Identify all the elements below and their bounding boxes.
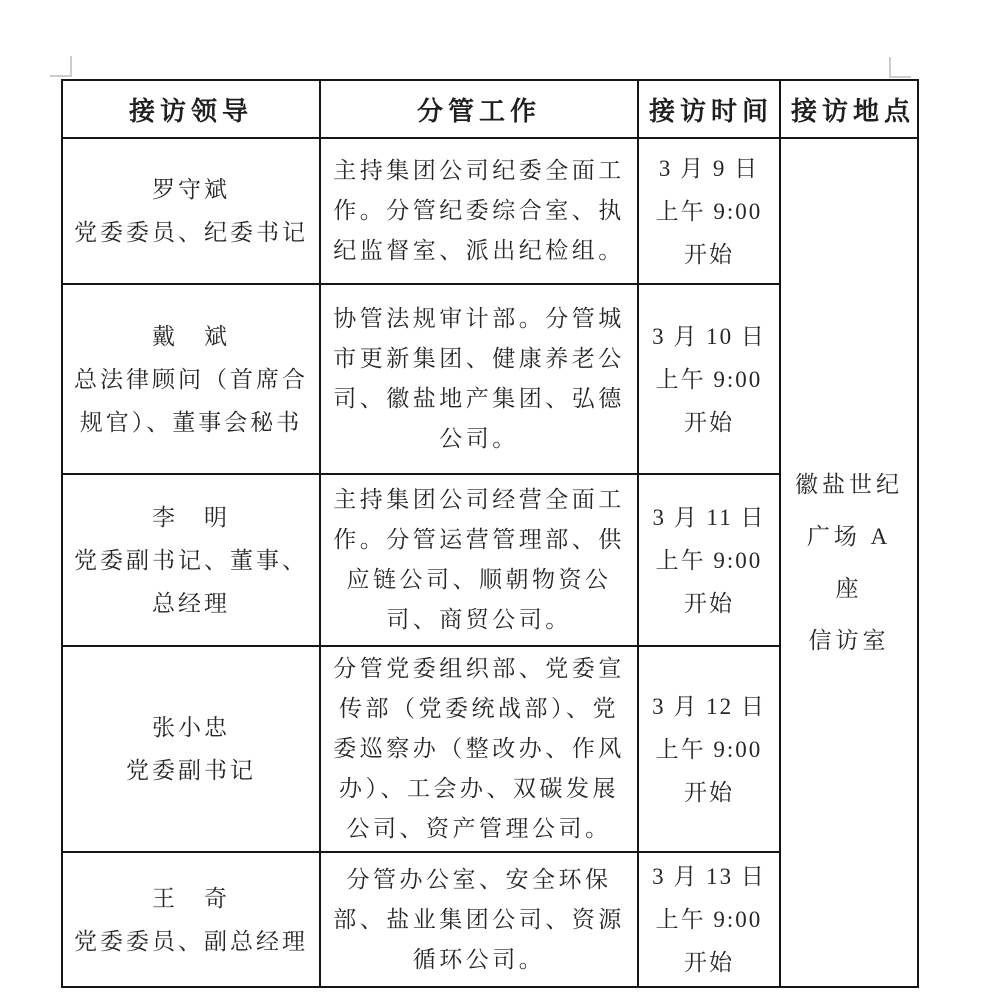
leader-name: 王 奇 <box>152 885 230 911</box>
leader-cell <box>62 138 320 284</box>
duty-cell: 主持集团公司纪委全面工作。分管纪委综合室、执纪监督室、派出纪检组。 <box>320 138 638 284</box>
time-cell <box>638 474 780 646</box>
leader-cell <box>62 852 320 987</box>
time-date: 3 月 13 日 <box>652 864 766 889</box>
leader-title: 党委副书记、董事、总经理 <box>74 547 308 616</box>
header-reception-leader: 接访领导 <box>62 80 320 138</box>
time-clock: 上午 9:00 <box>655 907 763 932</box>
time-clock: 上午 9:00 <box>655 547 763 573</box>
table-row <box>62 138 918 284</box>
time-start: 开始 <box>684 590 734 616</box>
table-header-row <box>62 80 918 138</box>
time-date: 3 月 9 日 <box>658 155 760 181</box>
leader-title: 党委副书记 <box>126 758 256 783</box>
page-corner-mark-top-left <box>50 56 72 77</box>
leader-title: 党委委员、纪委书记 <box>74 220 308 245</box>
leader-name: 李 明 <box>152 504 230 530</box>
leader-name: 戴 斌 <box>152 323 230 349</box>
time-start: 开始 <box>684 409 734 435</box>
duty-cell: 分管办公室、安全环保部、盐业集团公司、资源循环公司。 <box>320 852 638 987</box>
time-clock: 上午 9:00 <box>655 736 763 762</box>
time-cell <box>638 852 780 987</box>
time-start: 开始 <box>684 241 734 267</box>
reception-schedule-table <box>61 79 919 988</box>
leader-cell <box>62 474 320 646</box>
time-date: 3 月 10 日 <box>652 323 766 349</box>
time-date: 3 月 11 日 <box>652 504 766 530</box>
location-line: 广场 A 座 <box>806 523 892 601</box>
time-clock: 上午 9:00 <box>655 198 763 224</box>
header-reception-time: 接访时间 <box>638 80 780 138</box>
location-line: 徽盐世纪 <box>795 471 903 497</box>
time-cell <box>638 138 780 284</box>
duty-cell: 分管党委组织部、党委宣传部（党委统战部）、党委巡察办（整改办、作风办）、工会办、双碳发展公司、资产管理公司。 <box>320 646 638 852</box>
header-duty: 分管工作 <box>320 80 638 138</box>
leader-cell <box>62 646 320 852</box>
leader-cell <box>62 284 320 474</box>
duty-cell: 主持集团公司经营全面工作。分管运营管理部、供应链公司、顺朝物资公司、商贸公司。 <box>320 474 638 646</box>
location-line: 信访室 <box>808 627 890 653</box>
time-cell <box>638 284 780 474</box>
page-corner-mark-top-right <box>889 57 911 78</box>
leader-name: 张小忠 <box>152 715 230 740</box>
time-cell <box>638 646 780 852</box>
location-cell <box>780 138 918 987</box>
header-reception-location: 接访地点 <box>780 80 918 138</box>
time-clock: 上午 9:00 <box>655 366 763 392</box>
leader-title: 党委委员、副总经理 <box>74 928 308 954</box>
leader-name: 罗守斌 <box>152 177 230 202</box>
duty-cell: 协管法规审计部。分管城市更新集团、健康养老公司、徽盐地产集团、弘德公司。 <box>320 284 638 474</box>
time-start: 开始 <box>684 779 734 805</box>
time-date: 3 月 12 日 <box>652 693 766 719</box>
time-start: 开始 <box>684 950 734 975</box>
leader-title: 总法律顾问（首席合规官）、董事会秘书 <box>74 366 308 435</box>
